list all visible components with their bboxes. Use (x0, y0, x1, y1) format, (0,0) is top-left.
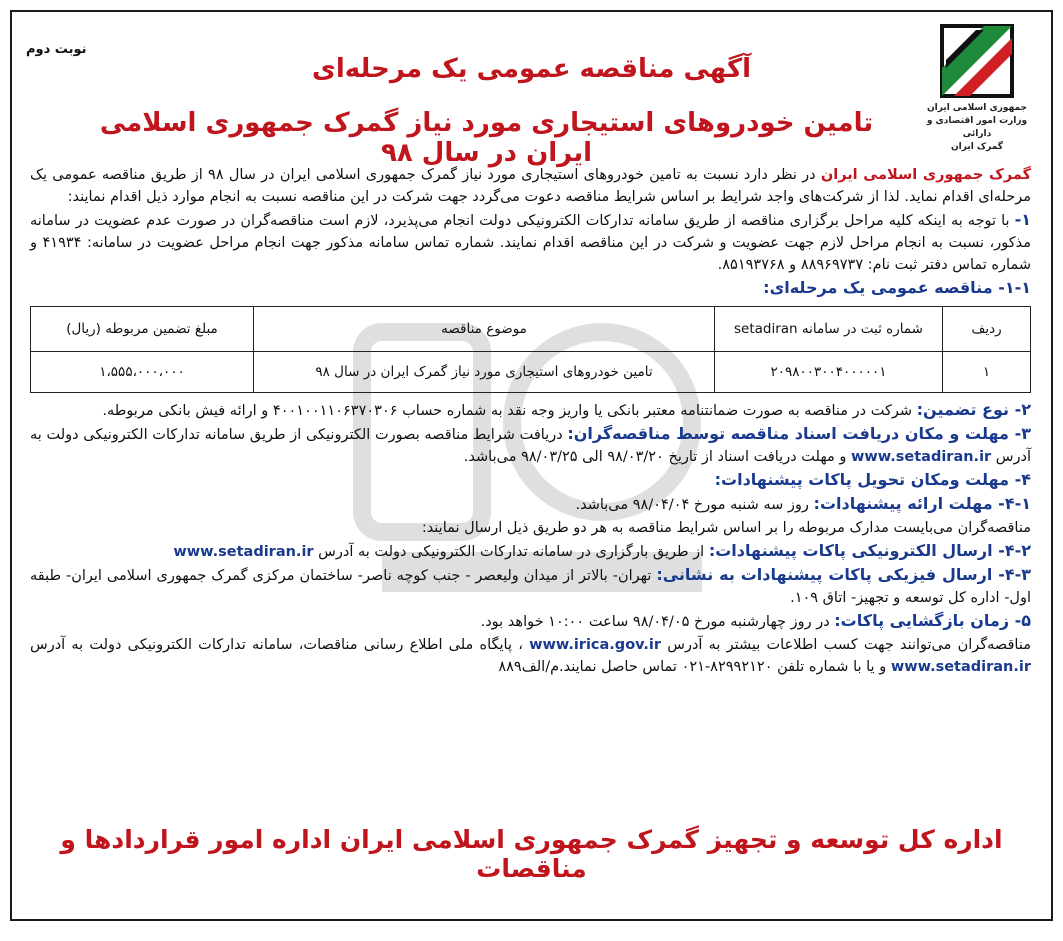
item-5 (30, 610, 1031, 633)
item-1-text: با توجه به اینکه کلیه مراحل برگزاری مناقصه از طریق سامانه تدارکات الکترونیکی دولت انجام می‌پذیرد، لازم است مناقصه‌گران در صورت عدم عضویت در سامانه مذکور، نسبت به انجام مراحل لازم جهت عضویت و شرکت در این مناقصه اقدام نمایند. شماره تماس سامانه مذکور جهت انجام مراحل عضویت در سامانه: ۴۱۹۳۴ و شماره تماس دفتر ثبت نام: ۸۸۹۶۹۷۳۷ و ۸۵۱۹۳۷۶۸. (30, 213, 1031, 273)
item-3-heading: ۳- مهلت و مکان دریافت اسناد مناقصه توسط مناقصه‌گران: (567, 424, 1031, 443)
item-3-text-b: و مهلت دریافت اسناد از تاریخ ۹۸/۰۳/۲۰ الی ۹۸/۰۳/۲۵ می‌باشد. (463, 449, 847, 465)
item-3-text-a: دریافت شرایط مناقصه بصورت الکترونیکی از طریق سامانه تدارکات الکترونیکی دولت به آدرس (30, 427, 1031, 465)
item-4-3-text: تهران- بالاتر از میدان ولیعصر - جنب کوچه ناصر- ساختمان مرکزی گمرک جمهوری اسلامی ایران- طبقه اول- اداره کل توسعه و تجهیز- اتاق ۱۰۹. (30, 568, 1031, 606)
setadiran-link-2[interactable]: www.setadiran.ir (173, 544, 314, 560)
item-1-1 (30, 277, 1031, 300)
cell-guarantee-amount: ۱،۵۵۵،۰۰۰،۰۰۰ (31, 352, 254, 393)
item-4-1-note: مناقصه‌گران می‌بایست مدارک مربوطه را بر اساس شرایط مناقصه به هر دو طریق ذیل ارسال نمایند: (421, 520, 1031, 536)
org-line-3: گمرک ایران (950, 142, 1004, 152)
cell-row-number: ۱ (943, 352, 1031, 393)
org-line-1: جمهوری اسلامی ایران (926, 103, 1028, 113)
setadiran-link[interactable]: www.setadiran.ir (851, 449, 992, 465)
item-4-1 (30, 493, 1031, 516)
cell-registration-number: ۲۰۹۸۰۰۳۰۰۴۰۰۰۰۰۱ (715, 352, 943, 393)
item-2-text: شرکت در مناقصه به صورت ضمانتنامه معتبر بانکی یا واریز وجه نقد به شماره حساب ۴۰۰۱۰۰۱۱۰۶۳۷۰۳۰۶ و ارائه فیش بانکی مربوطه. (102, 403, 913, 419)
closing-text-c: و یا با شماره تلفن ۸۲۹۹۲۱۲۰-۰۲۱ تماس حاصل نمایند.م/الف۸۸۹ (498, 659, 887, 675)
item-1 (30, 209, 1031, 276)
setadiran-link-3[interactable]: www.setadiran.ir (890, 659, 1031, 675)
item-1-1-heading: ۱-۱- مناقصه عمومی یک مرحله‌ای: (763, 278, 1031, 297)
tender-table (30, 306, 1031, 393)
table-row (31, 352, 1031, 393)
edition-label: نوبت دوم (26, 42, 87, 57)
notice-subtitle: تامین خودروهای استیجاری مورد نیاز گمرک جمهوری اسلامی ایران در سال ۹۸ (99, 108, 874, 168)
intro-paragraph (30, 164, 1031, 208)
item-2-heading: ۲- نوع تضمین: (916, 400, 1031, 419)
item-5-heading: ۵- زمان بازگشایی پاکات: (834, 611, 1031, 630)
item-4-3 (30, 564, 1031, 609)
col-row-number: ردیف (943, 307, 1031, 352)
closing-text-b: ، پایگاه ملی اطلاع رسانی مناقصات، سامانه تدارکات الکترونیکی دولت به آدرس (30, 637, 523, 653)
item-4-2-heading: ۴-۲- ارسال الکترونیکی پاکات پیشنهادات: (708, 541, 1031, 560)
table-header-row (31, 307, 1031, 352)
customs-emblem-icon (940, 24, 1014, 98)
org-line-2: وزارت امور اقتصادی و دارائی (926, 116, 1028, 139)
item-4-2-text: از طریق بارگزاری در سامانه تدارکات الکترونیکی دولت به آدرس (318, 544, 705, 560)
closing-text-a: مناقصه‌گران می‌توانند جهت کسب اطلاعات بیشتر به آدرس (667, 637, 1031, 653)
item-5-text: در روز چهارشنبه مورخ ۹۸/۰۴/۰۵ ساعت ۱۰:۰۰ خواهد بود. (480, 614, 830, 630)
customs-logo (917, 24, 1037, 154)
intro-text: در نظر دارد نسبت به تامین خودروهای استیجاری مورد نیاز گمرک جمهوری اسلامی ایران در سال ۹۸ از طریق مناقصه عمومی یک مرحله‌ای اقدام نماید. لذا از شرکت‌های واجد شرایط بر اساس شرایط مناقصه دعوت می‌گردد جهت شرکت در این مناقصه نسبت به انجام موارد ذیل اقدام نمایند: (30, 167, 1031, 205)
item-4-1-heading: ۴-۱- مهلت ارائه پیشنهادات: (813, 494, 1031, 513)
item-4-3-heading: ۴-۳- ارسال فیزیکی پاکات پیشنهادات به نشانی: (656, 565, 1032, 584)
tender-notice (10, 10, 1053, 921)
item-4-2 (30, 540, 1031, 563)
irica-link[interactable]: www.irica.gov.ir (529, 637, 662, 653)
closing-paragraph (30, 634, 1031, 678)
col-registration-number: شماره ثبت در سامانه setadiran (715, 307, 943, 352)
item-2 (30, 399, 1031, 422)
footer-signature: اداره کل توسعه و تجهیز گمرک جمهوری اسلامی ایران اداره امور قراردادها و مناقصات (60, 825, 1003, 883)
item-4-1-text: روز سه شنبه مورخ ۹۸/۰۴/۰۴ می‌باشد. (575, 497, 809, 513)
col-tender-subject: موضوع مناقصه (254, 307, 715, 352)
col-guarantee-amount: مبلغ تضمین مربوطه (ریال) (31, 307, 254, 352)
notice-body (30, 164, 1031, 679)
item-4 (30, 469, 1031, 492)
notice-title: آگهی مناقصه عمومی یک مرحله‌ای (311, 54, 751, 84)
org-name: گمرک جمهوری اسلامی ایران (820, 167, 1032, 183)
item-1-number: ۱- (1014, 210, 1032, 229)
item-4-heading: ۴- مهلت ومکان تحویل پاکات پیشنهادات: (714, 470, 1031, 489)
cell-tender-subject: تامین خودروهای استیجاری مورد نیاز گمرک ایران در سال ۹۸ (254, 352, 715, 393)
header (12, 12, 1051, 168)
item-3 (30, 423, 1031, 468)
